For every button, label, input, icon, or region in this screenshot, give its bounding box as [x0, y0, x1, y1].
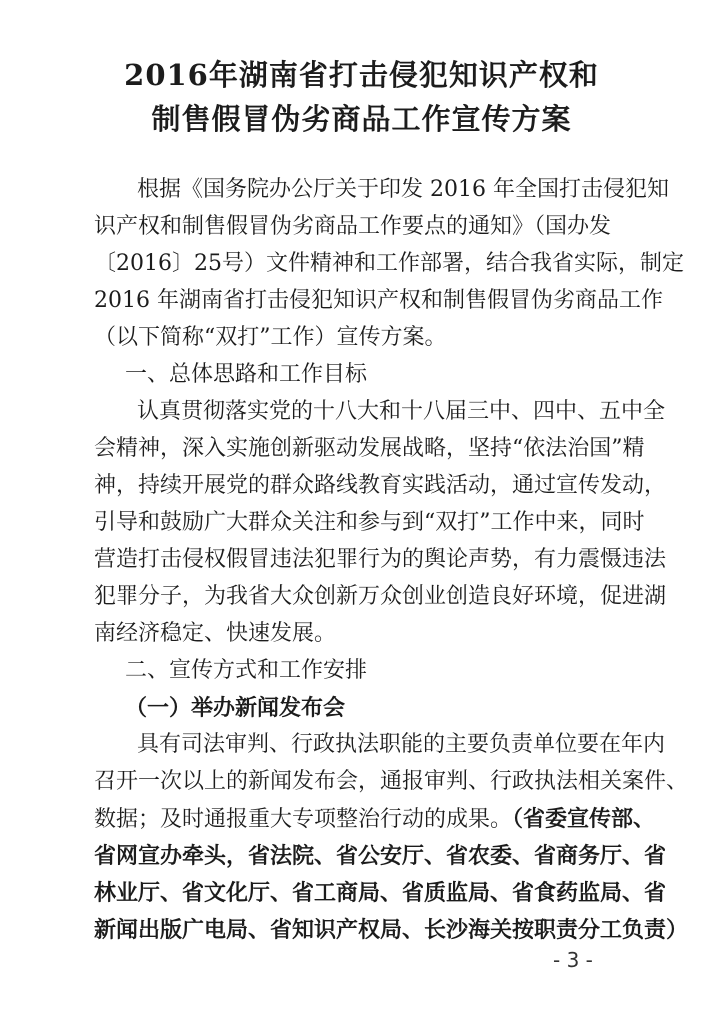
- section-1-line-6: 犯罪分子，为我省大众创新万众创业创造良好环境，促进湖: [94, 584, 667, 609]
- section-2-line-3-bold: （省委宣传部、: [512, 806, 656, 832]
- section-2-subheading: （一）举办新闻发布会: [125, 695, 346, 721]
- section-1-line-1: 认真贯彻落实党的十八大和十八届三中、四中、五中全: [137, 399, 666, 424]
- section-2-heading: 二、宣传方式和工作安排: [125, 658, 368, 683]
- section-1-line-5: 营造打击侵权假冒违法犯罪行为的舆论声势，有力震慑违法: [94, 547, 667, 572]
- section-1-line-3: 神，持续开展党的群众路线教育实践活动，通过宣传发动，: [94, 473, 667, 498]
- section-1-heading: 一、总体思路和工作目标: [125, 362, 368, 387]
- intro-line-3: 〔2016〕25号）文件精神和工作部署，结合我省实际，制定: [94, 251, 684, 276]
- section-1-line-2: 会精神，深入实施创新驱动发展战略，坚持“依法治国”精: [94, 436, 645, 461]
- section-2-line-3-plain: 数据；及时通报重大专项整治行动的成果。: [94, 807, 513, 832]
- intro-line-4: 2016 年湖南省打击侵犯知识产权和制售假冒伪劣商品工作: [94, 288, 663, 313]
- intro-line-1: 根据《国务院办公厅关于印发 2016 年全国打击侵犯知: [137, 177, 669, 202]
- page-number: - 3 -: [553, 948, 593, 972]
- document-title-line-1: 2016年湖南省打击侵犯知识产权和: [124, 58, 599, 92]
- intro-line-2: 识产权和制售假冒伪劣商品工作要点的通知》（国办发: [94, 214, 612, 239]
- section-2-line-2: 召开一次以上的新闻发布会，通报审判、行政执法相关案件、: [94, 769, 689, 794]
- section-2-bold-line-3: 新闻出版广电局、省知识产权局、长沙海关按职责分工负责）: [94, 917, 689, 943]
- section-2-bold-line-1: 省网宣办牵头，省法院、省公安厅、省农委、省商务厅、省: [94, 843, 667, 869]
- section-2-bold-line-2: 林业厅、省文化厅、省工商局、省质监局、省食药监局、省: [94, 880, 667, 906]
- section-1-line-4: 引导和鼓励广大群众关注和参与到“双打”工作中来，同时: [94, 510, 645, 535]
- section-1-line-7: 南经济稳定、快速发展。: [94, 621, 337, 646]
- section-2-line-1: 具有司法审判、行政执法职能的主要负责单位要在年内: [137, 732, 666, 757]
- intro-line-5: （以下简称“双打”工作）宣传方案。: [94, 325, 447, 350]
- document-title-line-2: 制售假冒伪劣商品工作宣传方案: [151, 102, 572, 136]
